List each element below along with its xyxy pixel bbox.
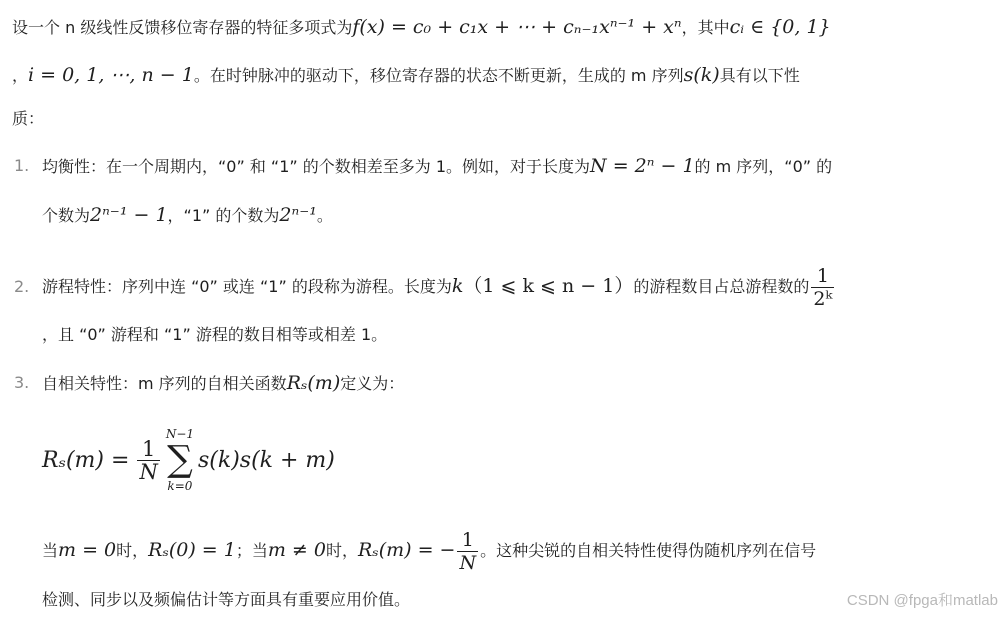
item-text: 均衡性：在一个周期内，“0” 和 “1” 的个数相差至多为 1。例如，对于长度为: [42, 157, 591, 176]
zero-count-formula: 2ⁿ⁻¹ − 1: [90, 204, 168, 226]
intro-text: 设一个 n 级线性反馈移位寄存器的特征多项式为: [12, 18, 353, 37]
condition-formula: m ≠ 0: [267, 539, 326, 561]
run-length-var: k: [451, 275, 464, 297]
item-text: 的游程数目占总游程数的: [633, 277, 810, 296]
sum-symbol: ∑: [167, 439, 193, 480]
item-text: ，“1” 的个数为: [167, 206, 280, 225]
item-text: 自相关特性：m 序列的自相关函数: [42, 374, 287, 393]
item-text: 。: [316, 206, 333, 225]
one-count-formula: 2ⁿ⁻¹: [279, 204, 317, 226]
item-text: 游程特性：序列中连 “0” 或连 “1” 的段称为游程。长度为: [42, 277, 452, 296]
conclusion-text: ；当: [235, 541, 268, 560]
summation: [166, 427, 194, 493]
run-fraction: [811, 265, 834, 310]
watermark: CSDN @fpga和matlab: [846, 592, 998, 609]
intro-text: 。在时钟脉冲的驱动下，移位寄存器的状态不断更新，生成的 m 序列: [193, 66, 684, 85]
item-1-line-1: [42, 151, 832, 181]
intro-text: 具有以下性: [719, 66, 800, 85]
conclusion-text: 时，: [116, 541, 149, 560]
list-number: 3.: [14, 373, 30, 392]
sequence-symbol: s(k): [683, 64, 720, 86]
result-fraction: [457, 529, 478, 574]
fraction-denominator: 2ᵏ: [813, 288, 833, 310]
intro-line-2: [12, 60, 800, 90]
coefficient-condition: cᵢ ∈ {0, 1}: [729, 16, 831, 38]
conclusion-text: 。这种尖锐的自相关特性使得伪随机序列在信号: [480, 541, 817, 560]
run-length-range: （1 ⩽ k ⩽ n − 1）: [463, 275, 634, 297]
result-formula: Rₛ(m) = −: [358, 539, 456, 561]
item-text: 定义为：: [340, 374, 405, 393]
item-3-line-1: [42, 368, 404, 398]
condition-formula: m = 0: [58, 539, 117, 561]
length-formula: N = 2ⁿ − 1: [590, 155, 695, 177]
index-range-formula: i = 0, 1, ⋯, n − 1: [28, 64, 194, 86]
intro-text: 质：: [12, 109, 45, 128]
fraction-numerator: 1: [811, 265, 834, 288]
formula-fraction: [137, 438, 159, 483]
item-2-line-2: [42, 320, 387, 350]
item-1-line-2: [42, 200, 333, 230]
formula-body: s(k)s(k + m): [198, 447, 335, 473]
fraction-numerator: 1: [137, 438, 159, 461]
polynomial-formula: f(x) = c₀ + c₁x + ⋯ + cₙ₋₁xⁿ⁻¹ + xⁿ: [352, 16, 682, 38]
conclusion-text: 检测、同步以及频偏估计等方面具有重要应用价值。: [42, 590, 411, 609]
sum-upper-limit: N−1: [165, 427, 195, 441]
fraction-denominator: N: [459, 552, 477, 574]
list-number: 1.: [14, 156, 30, 175]
conclusion-text: 当: [42, 541, 59, 560]
conclusion-line-2: [42, 585, 410, 615]
intro-text: ，其中: [681, 18, 730, 37]
item-text: 个数为: [42, 206, 91, 225]
item-2-line-1: [42, 258, 836, 314]
conclusion-line-1: [42, 522, 816, 578]
conclusion-text: 时，: [325, 541, 358, 560]
autocorrelation-symbol: Rₛ(m): [286, 372, 341, 394]
fraction-numerator: 1: [457, 529, 478, 552]
intro-line-3: [12, 104, 44, 134]
item-text: ，且 “0” 游程和 “1” 游程的数目相等或相差 1。: [42, 325, 388, 344]
list-number: 2.: [14, 277, 30, 296]
intro-line-1: [12, 12, 831, 42]
sum-lower-limit: k=0: [167, 479, 193, 493]
formula-lhs: Rₛ(m) =: [42, 447, 130, 473]
result-formula: Rₛ(0) = 1: [148, 539, 236, 561]
item-text: 的 m 序列，“0” 的: [694, 157, 833, 176]
fraction-denominator: N: [139, 459, 158, 484]
intro-text: ，: [12, 66, 29, 85]
autocorrelation-formula: [42, 424, 335, 496]
